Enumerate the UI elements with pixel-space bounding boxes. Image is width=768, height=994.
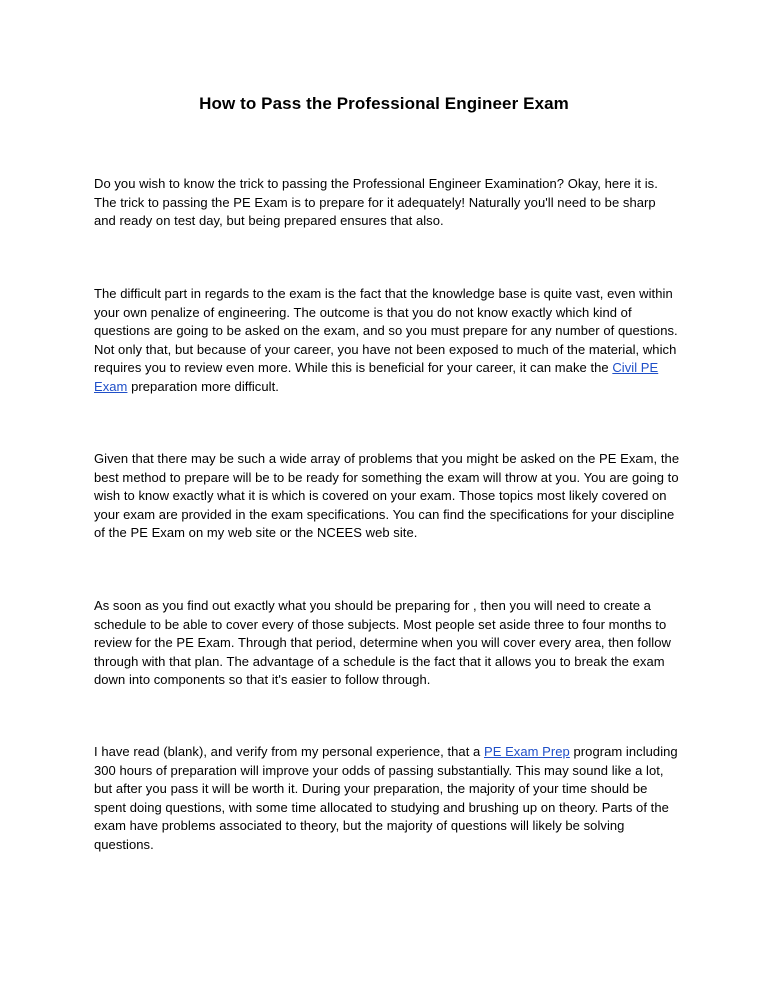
paragraph-difficulty	[94, 285, 680, 397]
paragraph-text: program including 300 hours of preparation will improve your odds of passing substantially. This may sound like a lot, but after you pass it will be worth it. During your preparation, the majority of your time should be spent doing questions, with some time allocated to studying and brushing up on theory. Parts of the exam have problems associated to theory, but the majority of questions will likely be solving questions.	[94, 744, 678, 852]
paragraph-text: I have read (blank), and verify from my personal experience, that a	[94, 744, 484, 759]
paragraph-specifications: Given that there may be such a wide array of problems that you might be asked on the PE Exam, the best method to prepare will be to be ready for something the exam will throw at you. You are going to wish to know exactly what it is which is covered on your exam. Those topics most likely covered on your exam are provided in the exam specifications. You can find the specifications for your discipline of the PE Exam on my web site or the NCEES web site.	[94, 451, 680, 541]
paragraph-text: The difficult part in regards to the exam is the fact that the knowledge base is quite vast, even within your own penalize of engineering. The outcome is that you do not know exactly which kind of questions are going to be asked on the exam, and so you must prepare for any number of questions. Not only that, but because of your career, you have not been exposed to much of the material, which requires you to review even more. While this is beneficial for your career, it can make the	[94, 286, 678, 376]
pe-exam-prep-link[interactable]: PE Exam Prep	[483, 744, 570, 759]
paragraph-text: preparation more difficult.	[127, 378, 279, 394]
page-title: How to Pass the Professional Engineer Exam	[199, 94, 569, 113]
paragraph-intro: Do you wish to know the trick to passing the Professional Engineer Examination? Okay, here it is. The trick to passing the PE Exam is to prepare for it adequately! Naturally you'll need to be sharp and ready on test day, but being prepared ensures that also.	[94, 176, 658, 229]
paragraph-exam-prep	[94, 743, 680, 855]
civil-pe-exam-link[interactable]: Civil PE Exam	[94, 360, 659, 394]
paragraph-schedule: As soon as you find out exactly what you should be preparing for , then you will need to create a schedule to be able to cover every of those subjects. Most people set aside three to four months to review for the PE Exam. Through that period, determine when you will cover every area, then follow through with that plan. The advantage of a schedule is the fact that it allows you to break the exam down into components so that it's easier to follow through.	[94, 598, 671, 688]
